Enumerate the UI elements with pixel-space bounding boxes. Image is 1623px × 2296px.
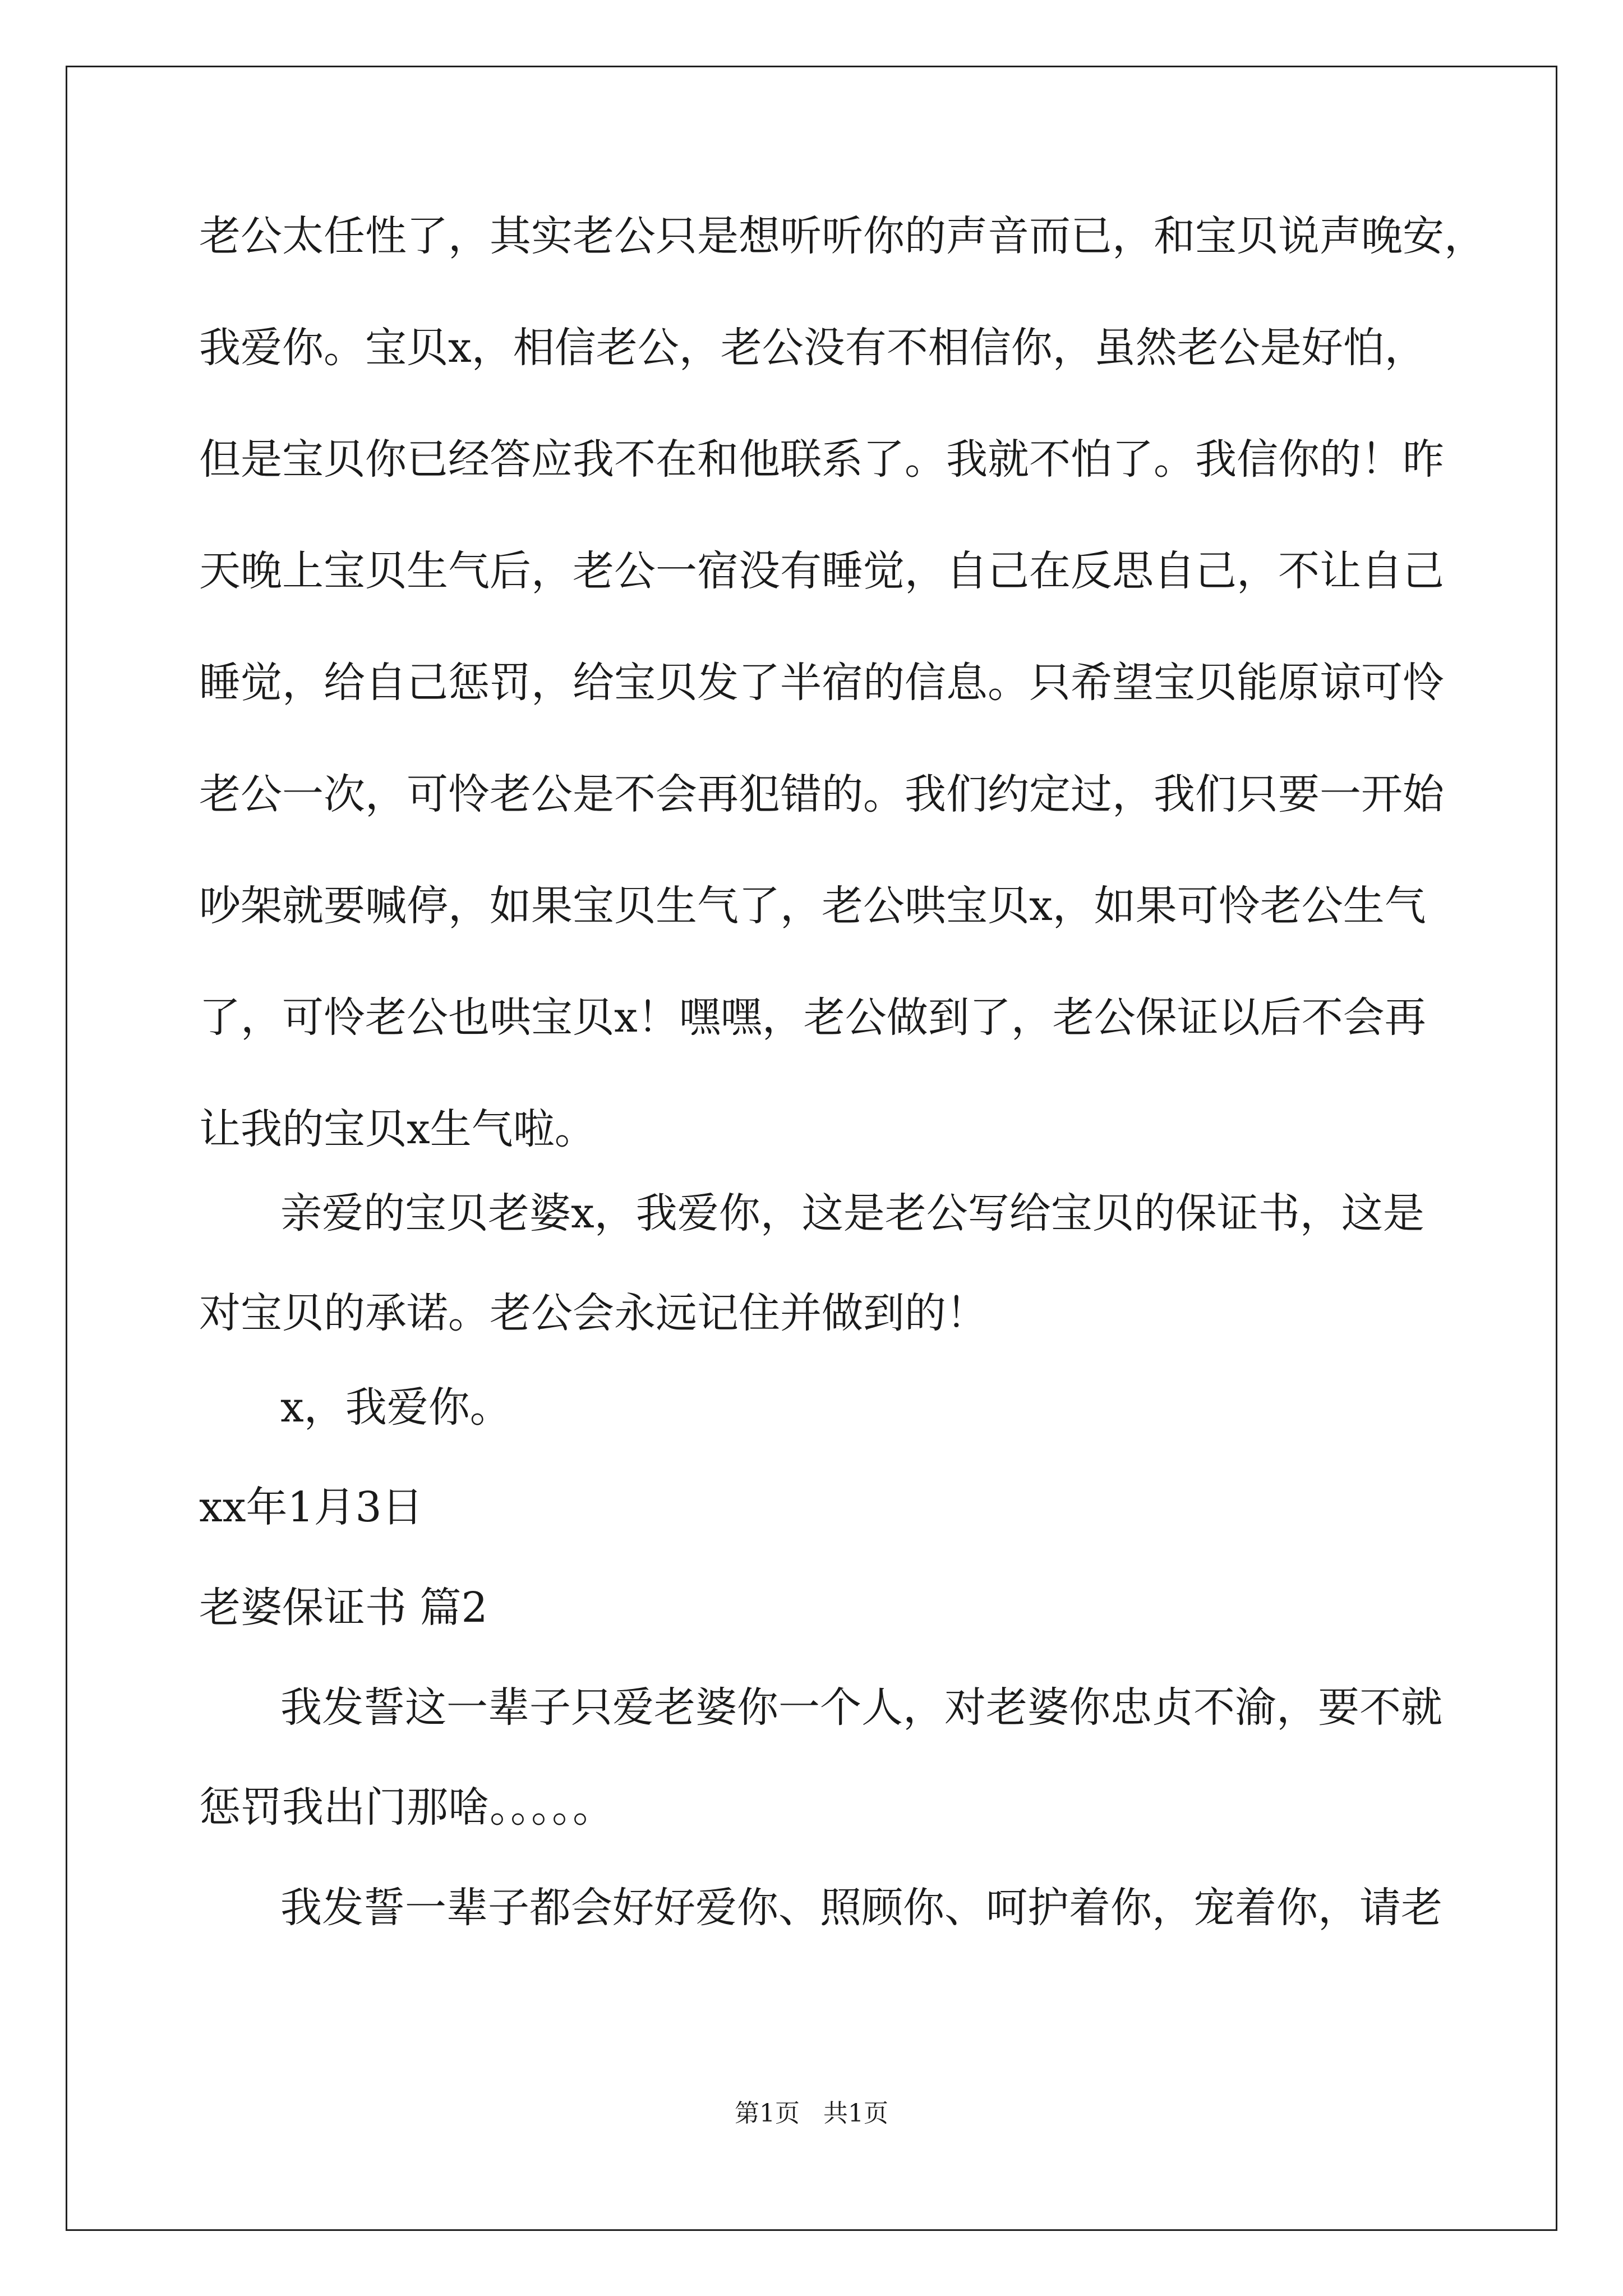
body-line: 睡觉，给自己惩罚，给宝贝发了半宿的信息。只希望宝贝能原谅可怜 [199, 659, 1444, 707]
date-line: xx年1月3日 [199, 1483, 423, 1531]
body-line: 我爱你。宝贝x，相信老公，老公没有不相信你，虽然老公是好怕， [199, 324, 1426, 372]
body-line: 对宝贝的承诺。老公会永远记住并做到的！ [199, 1289, 988, 1337]
section-heading: 老婆保证书 篇2 [199, 1584, 488, 1632]
body-line: 老公太任性了，其实老公只是想听听你的声音而已，和宝贝说声晚安， [199, 212, 1486, 260]
body-line: 老公一次，可怜老公是不会再犯错的。我们约定过，我们只要一开始 [199, 770, 1444, 818]
paragraph-start-line: 我发誓一辈子都会好好爱你、照顾你、呵护着你，宠着你，请老 [280, 1884, 1442, 1932]
body-line: 但是宝贝你已经答应我不在和他联系了。我就不怕了。我信你的！昨 [199, 435, 1444, 484]
paragraph-start-line: 我发誓这一辈子只爱老婆你一个人，对老婆你忠贞不渝，要不就 [280, 1683, 1442, 1732]
body-line: 让我的宝贝x生气啦。 [199, 1105, 596, 1153]
page-number-footer: 第1页 共1页 [735, 2099, 888, 2128]
body-line: 惩罚我出门那啥。。。。。 [199, 1783, 614, 1832]
paragraph-start-line: x，我爱你。 [280, 1383, 511, 1432]
body-line: 吵架就要喊停，如果宝贝生气了，老公哄宝贝x，如果可怜老公生气 [199, 882, 1426, 930]
body-line: 天晚上宝贝生气后，老公一宿没有睡觉，自己在反思自己，不让自己 [199, 547, 1444, 595]
paragraph-start-line: 亲爱的宝贝老婆x，我爱你，这是老公写给宝贝的保证书，这是 [280, 1189, 1424, 1237]
body-line: 了，可怜老公也哄宝贝x！嘿嘿，老公做到了，老公保证以后不会再 [199, 993, 1426, 1042]
